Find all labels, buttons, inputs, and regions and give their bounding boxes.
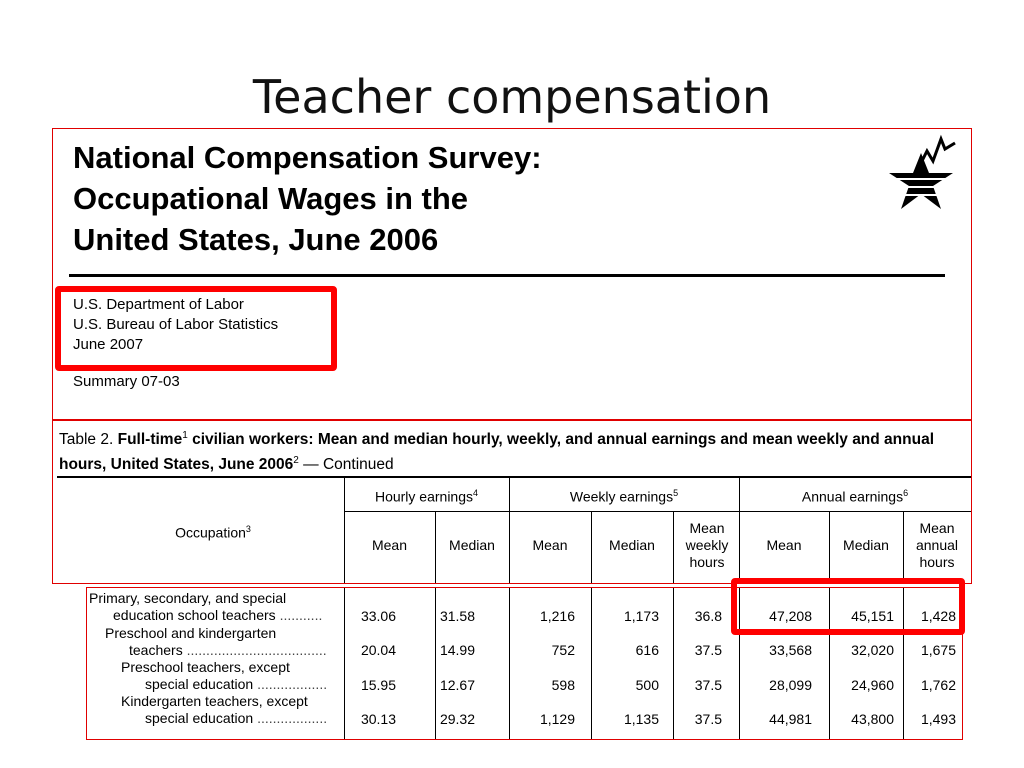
group-label: Hourly earnings bbox=[374, 488, 474, 505]
caption-sup-1: 1 bbox=[182, 430, 188, 441]
agency-line-1: U.S. Department of Labor bbox=[73, 296, 244, 313]
leader-dots: .................................... bbox=[186, 642, 327, 658]
report-title-line-2: Occupational Wages in the bbox=[73, 181, 469, 216]
table-cell: 598 bbox=[551, 677, 575, 693]
table-row-occupation: Preschool teachers, except bbox=[121, 659, 290, 675]
table-cell: 44,981 bbox=[769, 711, 812, 727]
table-row-occupation-cont bbox=[145, 710, 327, 727]
agency-line-2: U.S. Bureau of Labor Statistics bbox=[73, 316, 279, 333]
table-cell: 15.95 bbox=[360, 677, 396, 693]
grid-line bbox=[903, 511, 904, 583]
annual-earnings-highlight-box bbox=[731, 578, 965, 635]
table-cell: 1,135 bbox=[623, 711, 659, 727]
report-title-line-1: National Compensation Survey: bbox=[73, 140, 542, 175]
column-header: Mean bbox=[766, 537, 802, 553]
table-cell: 28,099 bbox=[769, 677, 812, 693]
table-cell: 31.58 bbox=[439, 608, 475, 624]
leader-dots: .................. bbox=[257, 676, 328, 692]
group-header-hourly bbox=[344, 485, 509, 506]
occupation-header bbox=[93, 521, 333, 542]
table-caption bbox=[59, 425, 965, 475]
grid-line bbox=[673, 588, 674, 739]
table-cell: 616 bbox=[635, 642, 659, 658]
column-header: Mean annual hours bbox=[915, 520, 959, 570]
group-sup: 4 bbox=[473, 488, 479, 498]
table-cell: 1,216 bbox=[539, 608, 575, 624]
table-cell: 37.5 bbox=[694, 642, 722, 658]
occupation-text: education school teachers bbox=[113, 607, 276, 623]
column-header: Median bbox=[843, 537, 889, 553]
title-divider bbox=[69, 274, 945, 277]
header-top-rule bbox=[57, 476, 971, 478]
table-cell: 14.99 bbox=[439, 642, 475, 658]
group-header-weekly bbox=[509, 485, 739, 506]
summary-number: Summary 07-03 bbox=[73, 373, 180, 390]
table-cell: 20.04 bbox=[360, 642, 396, 658]
table-cell: 32,020 bbox=[851, 642, 894, 658]
table-cell: 29.32 bbox=[439, 711, 475, 727]
table-row-occupation: Preschool and kindergarten bbox=[105, 625, 277, 641]
column-header: Mean weekly hours bbox=[685, 520, 729, 570]
caption-fulltime: Full-time bbox=[117, 431, 183, 449]
occupation-text: teachers bbox=[129, 642, 183, 658]
grid-line bbox=[673, 511, 674, 583]
table-cell: 12.67 bbox=[439, 677, 475, 693]
table-cell: 1,129 bbox=[539, 711, 575, 727]
column-header: Mean bbox=[532, 537, 568, 553]
occupation-header-label: Occupation bbox=[175, 524, 246, 541]
table-cell: 752 bbox=[551, 642, 575, 658]
group-sup: 5 bbox=[673, 488, 679, 498]
bls-star-logo-icon bbox=[883, 131, 959, 213]
grid-line bbox=[344, 511, 971, 512]
table-cell: 1,762 bbox=[920, 677, 956, 693]
table-row-occupation: Primary, secondary, and special bbox=[89, 590, 287, 606]
occupation-header-sup: 3 bbox=[245, 524, 251, 534]
report-header-frame bbox=[52, 128, 972, 420]
report-title bbox=[73, 137, 713, 260]
table-cell: 1,493 bbox=[920, 711, 956, 727]
table-cell: 1,428 bbox=[920, 608, 956, 624]
table-cell: 1,173 bbox=[623, 608, 659, 624]
table-cell: 37.5 bbox=[694, 711, 722, 727]
caption-prefix: Table 2. bbox=[59, 431, 114, 449]
occupation-text: special education bbox=[145, 710, 254, 726]
table-cell: 47,208 bbox=[769, 608, 812, 624]
grid-line bbox=[509, 588, 510, 739]
caption-suffix: — Continued bbox=[303, 456, 394, 474]
grid-line bbox=[591, 588, 592, 739]
table-cell: 33,568 bbox=[769, 642, 812, 658]
table-cell: 24,960 bbox=[851, 677, 894, 693]
group-header-annual bbox=[739, 485, 971, 506]
agency-highlight-box bbox=[55, 286, 337, 371]
table-cell: 45,151 bbox=[851, 608, 894, 624]
leader-dots: .................. bbox=[257, 710, 328, 726]
slide-title: Teacher compensation bbox=[252, 70, 772, 124]
table-header-frame bbox=[52, 420, 972, 584]
report-title-line-3: United States, June 2006 bbox=[73, 222, 439, 257]
table-row-occupation-cont bbox=[113, 607, 322, 624]
occupation-text: special education bbox=[145, 676, 254, 692]
agency-line-3: June 2007 bbox=[73, 336, 144, 353]
leader-dots: ........... bbox=[279, 607, 323, 623]
grid-line bbox=[344, 588, 345, 739]
table-cell: 1,675 bbox=[920, 642, 956, 658]
table-cell: 500 bbox=[635, 677, 659, 693]
table-row-occupation: Kindergarten teachers, except bbox=[121, 693, 308, 709]
caption-sup-2: 2 bbox=[293, 455, 299, 467]
column-header: Median bbox=[609, 537, 655, 553]
table-row-occupation-cont bbox=[145, 676, 327, 693]
table-cell: 43,800 bbox=[851, 711, 894, 727]
group-label: Annual earnings bbox=[801, 488, 904, 505]
table-cell: 37.5 bbox=[694, 677, 722, 693]
table-cell: 30.13 bbox=[360, 711, 396, 727]
column-header: Median bbox=[449, 537, 495, 553]
column-header: Mean bbox=[371, 537, 408, 553]
table-row-occupation-cont bbox=[129, 642, 327, 659]
table-cell: 36.8 bbox=[694, 608, 722, 624]
group-sup: 6 bbox=[903, 488, 909, 498]
group-label: Weekly earnings bbox=[569, 488, 674, 505]
table-cell: 33.06 bbox=[360, 608, 396, 624]
caption-main: civilian workers: Mean and median hourly, weekly, and annual earnings and mean weekly and annual hours, United States, June 2006 bbox=[59, 431, 935, 474]
grid-line bbox=[435, 588, 436, 739]
